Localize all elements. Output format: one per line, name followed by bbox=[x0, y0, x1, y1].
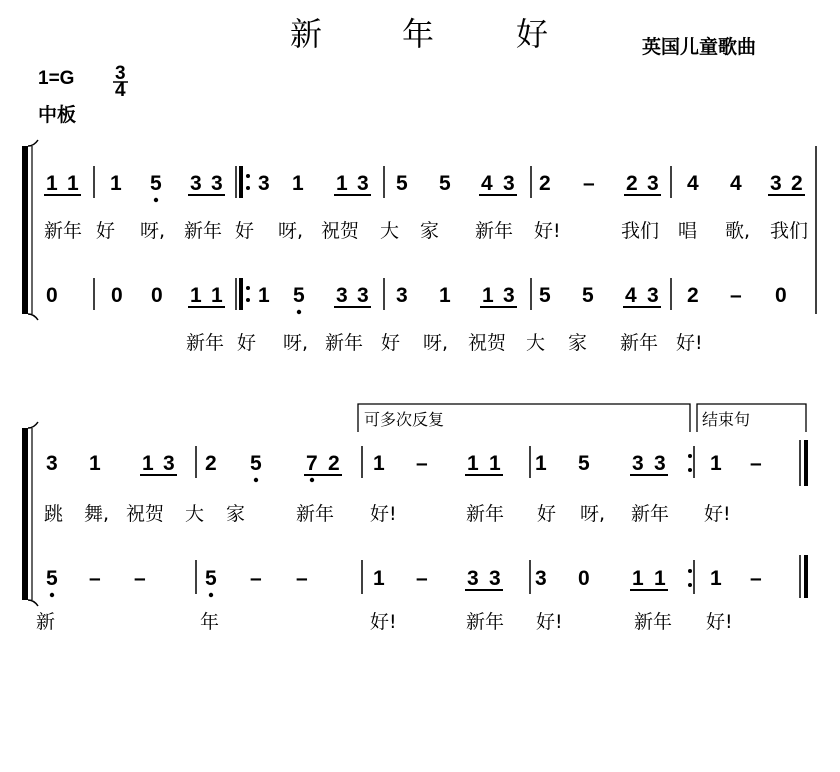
volta-2-label: 结束句 bbox=[702, 410, 751, 429]
note: 3 bbox=[503, 172, 515, 195]
note: 3 bbox=[357, 284, 369, 307]
note: 3 bbox=[770, 172, 782, 195]
lyric-syllable: 新年 bbox=[634, 611, 673, 633]
note: – bbox=[134, 567, 146, 590]
lyric-syllable: 好 bbox=[235, 220, 255, 242]
lyric-syllable: 好! bbox=[534, 220, 561, 242]
lyric-syllable: 好! bbox=[370, 503, 397, 525]
lyric-syllable: 祝贺 bbox=[468, 332, 507, 354]
lyric-syllable: 我们 bbox=[621, 220, 660, 242]
note: 1 bbox=[535, 452, 547, 475]
octave-dot bbox=[297, 310, 301, 314]
repeat-dot bbox=[246, 186, 250, 190]
system-1-bracket bbox=[22, 140, 38, 320]
composer-credit: 英国儿童歌曲 bbox=[642, 36, 757, 58]
octave-dot bbox=[209, 593, 213, 597]
lyric-syllable: 新年 bbox=[475, 220, 514, 242]
octave-dot bbox=[50, 593, 54, 597]
note: – bbox=[583, 172, 595, 195]
note: 1 bbox=[89, 452, 101, 475]
repeat-dot bbox=[246, 286, 250, 290]
note: 1 bbox=[336, 172, 348, 195]
note: 3 bbox=[258, 172, 270, 195]
title-char: 新 bbox=[290, 15, 323, 53]
note: 5 bbox=[582, 284, 594, 307]
lyric-syllable: 大 bbox=[380, 220, 400, 242]
note: 2 bbox=[791, 172, 803, 195]
lyric-syllable: 唱 bbox=[678, 220, 698, 242]
note: 3 bbox=[489, 567, 501, 590]
note: 2 bbox=[687, 284, 699, 307]
repeat-dot bbox=[246, 298, 250, 302]
lyric-syllable: 家 bbox=[568, 332, 588, 354]
note: 5 bbox=[46, 567, 58, 590]
lyric-syllable: 歌, bbox=[725, 220, 751, 242]
note: 5 bbox=[439, 172, 451, 195]
song-title bbox=[290, 15, 548, 53]
note: 4 bbox=[481, 172, 493, 195]
title-char: 年 bbox=[402, 15, 435, 53]
lyric-syllable: 新年 bbox=[466, 503, 505, 525]
lyric-syllable: 好! bbox=[706, 611, 733, 633]
note: 0 bbox=[46, 284, 58, 307]
note: 0 bbox=[578, 567, 590, 590]
lyric-syllable: 新年 bbox=[296, 503, 335, 525]
lyric-syllable: 舞, bbox=[84, 503, 110, 525]
note: 0 bbox=[775, 284, 787, 307]
lyric-syllable: 新年 bbox=[44, 220, 83, 242]
note: 3 bbox=[632, 452, 644, 475]
note: – bbox=[750, 567, 762, 590]
note: 3 bbox=[163, 452, 175, 475]
note: 5 bbox=[578, 452, 590, 475]
lyric-syllable: 好! bbox=[370, 611, 397, 633]
note: 4 bbox=[730, 172, 742, 195]
octave-dot bbox=[154, 198, 158, 202]
barlines bbox=[94, 146, 816, 598]
note: 5 bbox=[250, 452, 262, 475]
lyric-syllable: 呀, bbox=[580, 503, 606, 525]
note: 4 bbox=[687, 172, 699, 195]
lyric-syllable: 呀, bbox=[423, 332, 449, 354]
lyric-syllable: 祝贺 bbox=[321, 220, 360, 242]
note: 1 bbox=[211, 284, 223, 307]
note: 7 bbox=[306, 452, 318, 475]
note: 3 bbox=[46, 452, 58, 475]
octave-dot bbox=[310, 478, 314, 482]
lyric-syllable: 呀, bbox=[278, 220, 304, 242]
lyric-syllable: 新年 bbox=[466, 611, 505, 633]
tempo-marking: 中板 bbox=[38, 105, 77, 126]
lyric-syllable: 新年 bbox=[186, 332, 225, 354]
octave-dot bbox=[254, 478, 258, 482]
note: 3 bbox=[190, 172, 202, 195]
note: 1 bbox=[190, 284, 202, 307]
system-2-bracket bbox=[22, 422, 38, 606]
lyric-syllable: 好! bbox=[704, 503, 731, 525]
note: – bbox=[416, 452, 428, 475]
note: – bbox=[250, 567, 262, 590]
note: 2 bbox=[539, 172, 551, 195]
note: 1 bbox=[489, 452, 501, 475]
note: – bbox=[296, 567, 308, 590]
note: 5 bbox=[150, 172, 162, 195]
lyric-syllable: 好! bbox=[676, 332, 703, 354]
time-signature-bottom: 4 bbox=[115, 80, 126, 101]
note: 3 bbox=[467, 567, 479, 590]
lyric-syllable: 新年 bbox=[184, 220, 223, 242]
note: 2 bbox=[328, 452, 340, 475]
volta-1 bbox=[358, 404, 690, 432]
repeat-dot bbox=[688, 468, 692, 472]
note: 4 bbox=[625, 284, 637, 307]
note: 1 bbox=[142, 452, 154, 475]
note: 0 bbox=[151, 284, 163, 307]
note: 1 bbox=[710, 567, 722, 590]
lyric-syllable: 好 bbox=[96, 220, 116, 242]
note: 3 bbox=[357, 172, 369, 195]
lyric-syllable: 好 bbox=[381, 332, 401, 354]
note: 1 bbox=[67, 172, 79, 195]
note: 1 bbox=[373, 567, 385, 590]
note: – bbox=[730, 284, 742, 307]
note: 1 bbox=[258, 284, 270, 307]
note: 3 bbox=[654, 452, 666, 475]
note: 3 bbox=[396, 284, 408, 307]
note: 3 bbox=[647, 284, 659, 307]
note: 3 bbox=[211, 172, 223, 195]
note: – bbox=[89, 567, 101, 590]
note: 2 bbox=[205, 452, 217, 475]
note: 5 bbox=[205, 567, 217, 590]
note: 1 bbox=[292, 172, 304, 195]
note: 3 bbox=[503, 284, 515, 307]
note: – bbox=[750, 452, 762, 475]
repeat-dot bbox=[246, 174, 250, 178]
volta-2 bbox=[697, 404, 806, 432]
lyric-syllable: 呀, bbox=[283, 332, 309, 354]
note: 2 bbox=[626, 172, 638, 195]
lyric-syllable: 家 bbox=[420, 220, 440, 242]
title-char: 好 bbox=[516, 15, 549, 53]
lyric-syllable: 新年 bbox=[325, 332, 364, 354]
lyric-syllable: 大 bbox=[526, 332, 546, 354]
lyric-syllable: 新年 bbox=[631, 503, 670, 525]
note: 3 bbox=[535, 567, 547, 590]
note: 0 bbox=[111, 284, 123, 307]
note: 1 bbox=[467, 452, 479, 475]
time-signature-top: 3 bbox=[115, 63, 126, 84]
note: 5 bbox=[396, 172, 408, 195]
note: 3 bbox=[336, 284, 348, 307]
lyric-syllable: 好 bbox=[237, 332, 257, 354]
repeat-dot bbox=[688, 454, 692, 458]
lyric-syllable: 我们 bbox=[770, 220, 809, 242]
note: 1 bbox=[110, 172, 122, 195]
lyric-syllable: 新年 bbox=[620, 332, 659, 354]
lyric-syllable: 大 bbox=[185, 503, 205, 525]
volta-1-label: 可多次反复 bbox=[364, 410, 445, 429]
note: – bbox=[416, 567, 428, 590]
lyric-syllable: 年 bbox=[200, 611, 220, 633]
note: 1 bbox=[654, 567, 666, 590]
note: 1 bbox=[439, 284, 451, 307]
repeat-dot bbox=[688, 569, 692, 573]
lyric-syllable: 新 bbox=[36, 611, 56, 633]
note: 1 bbox=[482, 284, 494, 307]
repeat-dot bbox=[688, 583, 692, 587]
note: 5 bbox=[293, 284, 305, 307]
note: 1 bbox=[373, 452, 385, 475]
lyric-syllable: 跳 bbox=[44, 503, 64, 525]
lyric-syllable: 呀, bbox=[140, 220, 166, 242]
key-signature: 1=G bbox=[38, 68, 75, 89]
note: 1 bbox=[632, 567, 644, 590]
lyric-syllable: 祝贺 bbox=[126, 503, 165, 525]
note: 1 bbox=[710, 452, 722, 475]
note: 1 bbox=[46, 172, 58, 195]
lyric-syllable: 家 bbox=[226, 503, 246, 525]
lyric-syllable: 好! bbox=[536, 611, 563, 633]
note: 5 bbox=[539, 284, 551, 307]
note: 3 bbox=[647, 172, 659, 195]
lyric-syllable: 好 bbox=[537, 503, 557, 525]
